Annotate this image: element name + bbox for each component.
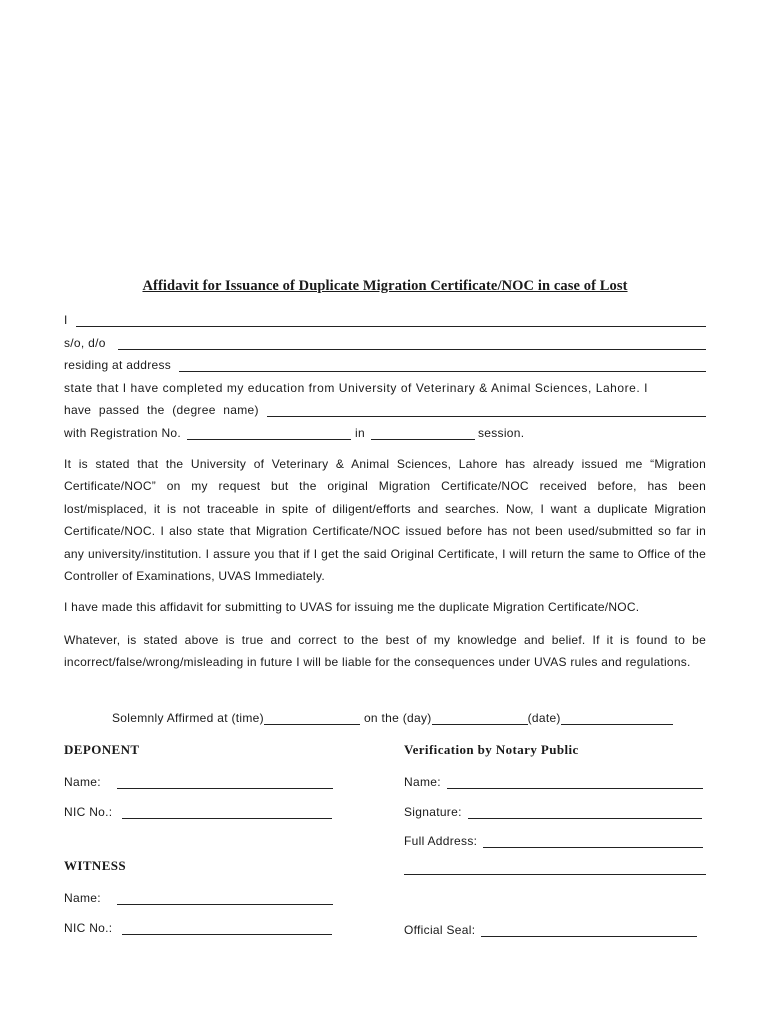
address-line bbox=[64, 352, 706, 372]
parent-blank[interactable] bbox=[118, 336, 706, 350]
notary-seal-blank[interactable] bbox=[481, 923, 697, 937]
deponent-nic-blank[interactable] bbox=[122, 805, 332, 819]
statement-text: state that I have completed my education from University of Veterinary & Animal Sciences, Lahore. I bbox=[64, 381, 649, 395]
parent-line bbox=[64, 330, 706, 350]
degree-line bbox=[64, 397, 706, 417]
notary-seal-field bbox=[404, 917, 697, 937]
paragraph-statement: It is stated that the University of Veterinary & Animal Sciences, Lahore has already issued me “Migration Certificate/NOC” on my request but the original Migration Certificate/NOC received before, has been lost/misplaced, it is not traceable in spite of diligent/efforts and searches. Now, I want a duplicate Migration Certificate/NOC. I also state that Migration Certificate/NOC issued before has not been used/submitted so far in any university/institution. I assure you that if I get the said Original Certificate, I will return the same to Office of the Controller of Examinations, UVAS Immediately. bbox=[64, 457, 706, 584]
solemn-label: Solemnly Affirmed at (time) bbox=[112, 711, 264, 725]
day-blank[interactable] bbox=[432, 711, 528, 725]
notary-address-label: Full Address: bbox=[404, 834, 478, 848]
witness-nic-field bbox=[64, 915, 332, 935]
document-title: Affidavit for Issuance of Duplicate Migration Certificate/NOC in case of Lost bbox=[142, 278, 628, 294]
paragraph-declaration: Whatever, is stated above is true and correct to the best of my knowledge and belief. If it is found to be incorrect/false/wrong/misleading in future I will be liable for the consequences under UVAS rules and regulations. bbox=[64, 633, 706, 670]
witness-nic-blank[interactable] bbox=[122, 921, 332, 935]
notary-heading: Verification by Notary Public bbox=[404, 742, 579, 757]
name-line bbox=[64, 307, 706, 327]
witness-nic-label: NIC No.: bbox=[64, 921, 113, 935]
time-blank[interactable] bbox=[264, 711, 360, 725]
deponent-nic-label: NIC No.: bbox=[64, 805, 113, 819]
deponent-name-field bbox=[64, 769, 333, 789]
notary-signature-blank[interactable] bbox=[468, 805, 702, 819]
solemn-line bbox=[112, 705, 673, 725]
address-label: residing at address bbox=[64, 358, 172, 372]
witness-name-field bbox=[64, 885, 333, 905]
registration-line bbox=[64, 420, 706, 440]
date-blank[interactable] bbox=[561, 711, 673, 725]
i-label: I bbox=[64, 313, 68, 327]
in-label: in bbox=[355, 426, 365, 440]
session-label: session. bbox=[477, 426, 525, 440]
deponent-name-label: Name: bbox=[64, 775, 101, 789]
name-blank[interactable] bbox=[76, 313, 706, 327]
registration-blank[interactable] bbox=[187, 426, 351, 440]
notary-signature-label: Signature: bbox=[404, 805, 462, 819]
date-label: (date) bbox=[527, 711, 561, 725]
registration-label: with Registration No. bbox=[64, 426, 182, 440]
notary-name-blank[interactable] bbox=[447, 775, 703, 789]
notary-seal-label: Official Seal: bbox=[404, 923, 476, 937]
degree-label: have passed the (degree name) bbox=[64, 403, 259, 417]
witness-heading: WITNESS bbox=[64, 858, 127, 873]
notary-address-blank[interactable] bbox=[483, 834, 703, 848]
witness-name-label: Name: bbox=[64, 891, 101, 905]
notary-signature-field bbox=[404, 799, 702, 819]
session-blank[interactable] bbox=[371, 426, 475, 440]
address-blank[interactable] bbox=[179, 358, 706, 372]
day-label: on the (day) bbox=[363, 711, 432, 725]
deponent-name-blank[interactable] bbox=[117, 775, 333, 789]
notary-name-label: Name: bbox=[404, 775, 441, 789]
paragraph-purpose: I have made this affidavit for submitting to UVAS for issuing me the duplicate Migration Certificate/NOC. bbox=[64, 600, 640, 614]
degree-blank[interactable] bbox=[267, 403, 706, 417]
witness-name-blank[interactable] bbox=[117, 891, 333, 905]
statement-line bbox=[64, 375, 706, 395]
deponent-nic-field bbox=[64, 799, 332, 819]
so-do-label: s/o, d/o bbox=[64, 336, 106, 350]
deponent-heading: DEPONENT bbox=[64, 742, 140, 757]
notary-name-field bbox=[404, 769, 703, 789]
notary-address-field bbox=[404, 828, 703, 848]
notary-address-blank-2[interactable] bbox=[404, 873, 706, 875]
